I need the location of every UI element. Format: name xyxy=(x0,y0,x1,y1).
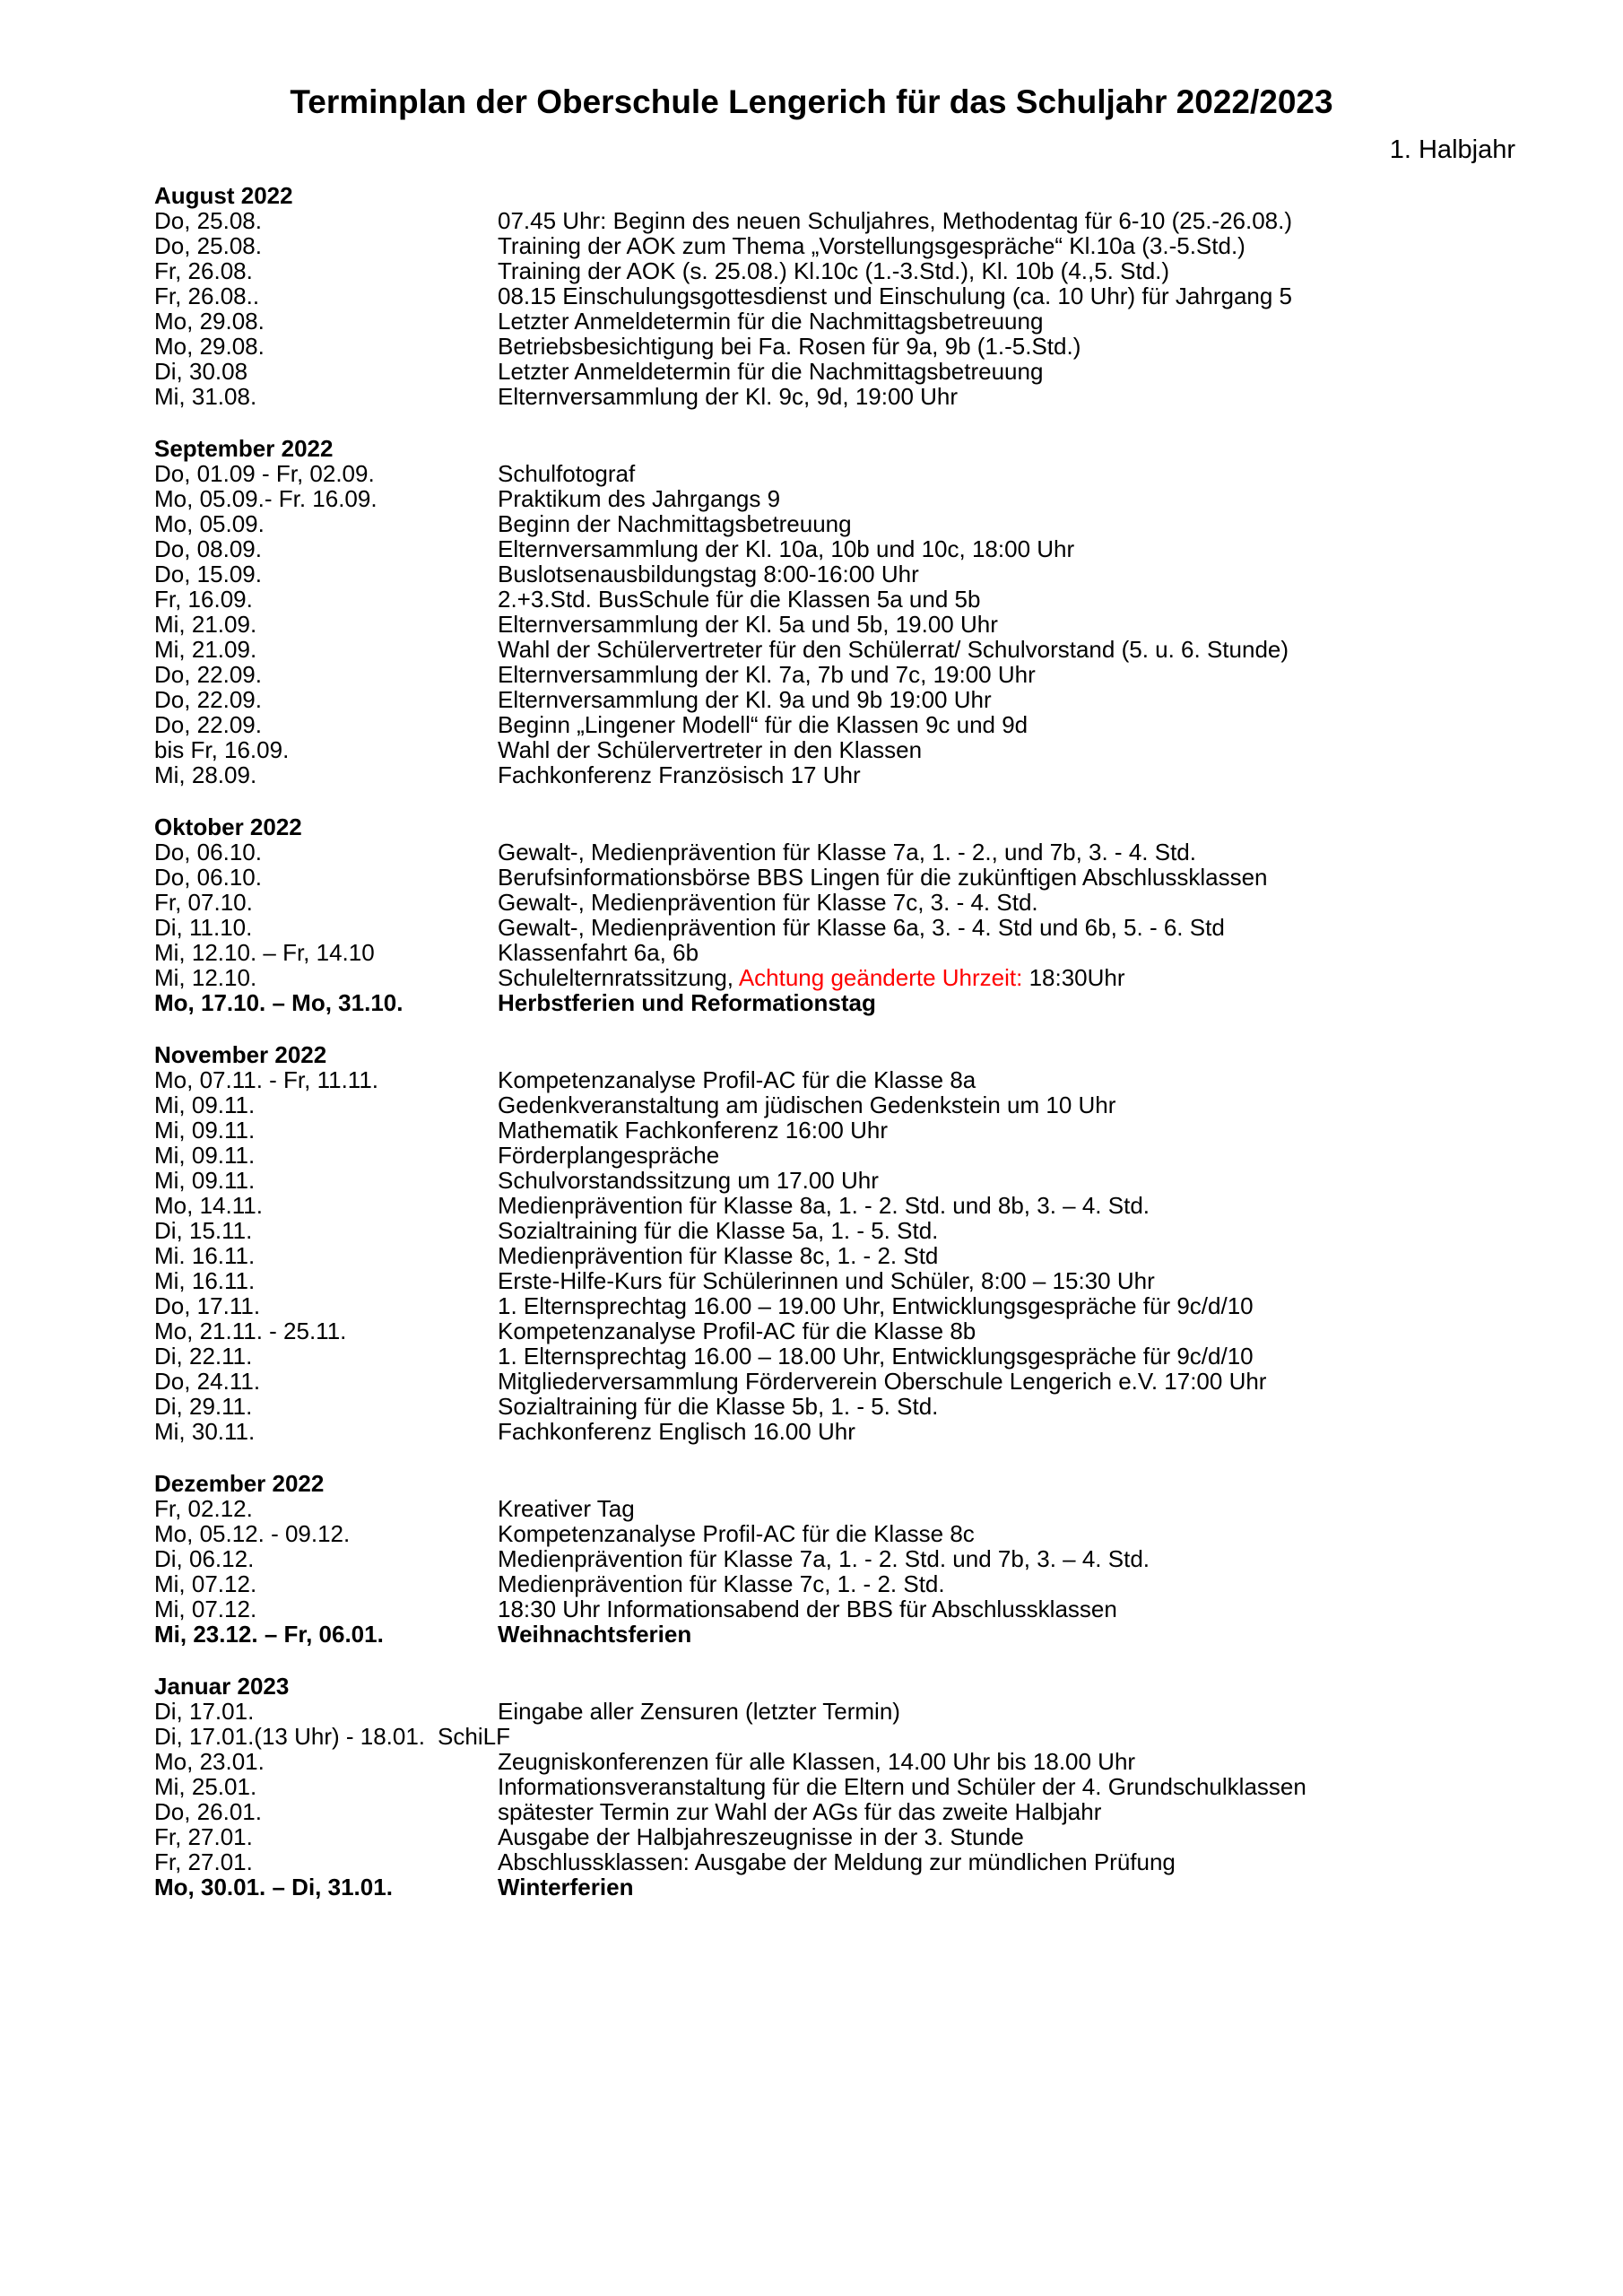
event-description: Gewalt-, Medienprävention für Klasse 6a, 3. - 4. Std und 6b, 5. - 6. Std xyxy=(498,914,1225,942)
event-description: Förderplangespräche xyxy=(498,1142,720,1170)
event-description: 1. Elternsprechtag 16.00 – 19.00 Uhr, Entwicklungsgespräche für 9c/d/10 xyxy=(498,1292,1254,1320)
schedule-row xyxy=(154,1774,1587,1799)
event-description: Beginn „Lingener Modell“ für die Klassen 9c und 9d xyxy=(498,711,1028,739)
event-date: Mo, 29.08. xyxy=(154,333,265,361)
event-description: 1. Elternsprechtag 16.00 – 18.00 Uhr, Entwicklungsgespräche für 9c/d/10 xyxy=(498,1343,1254,1370)
schedule-row xyxy=(154,1571,1587,1596)
event-date: Mi, 21.09. xyxy=(154,611,257,639)
schedule-list xyxy=(0,183,1623,1900)
event-description: Eingabe aller Zensuren (letzter Termin) xyxy=(498,1698,900,1726)
event-description: Medienprävention für Klasse 8a, 1. - 2. Std. und 8b, 3. – 4. Std. xyxy=(498,1192,1150,1220)
schedule-row xyxy=(154,712,1587,737)
event-date: Mi, 12.10. xyxy=(154,964,257,992)
event-date: Fr, 26.08. xyxy=(154,257,253,285)
event-description: Schulvorstandssitzung um 17.00 Uhr xyxy=(498,1167,879,1195)
event-date: Mi, 28.09. xyxy=(154,761,257,789)
event-date: Mi, 25.01. xyxy=(154,1773,257,1801)
event-description: Kompetenzanalyse Profil-AC für die Klasse 8b xyxy=(498,1318,976,1345)
schedule-row xyxy=(154,561,1587,587)
event-date: Mi, 12.10. – Fr, 14.10 xyxy=(154,939,375,967)
event-description: spätester Termin zur Wahl der AGs für das zweite Halbjahr xyxy=(498,1798,1102,1826)
event-description: Elternversammlung der Kl. 7a, 7b und 7c, 19:00 Uhr xyxy=(498,661,1036,689)
schedule-row xyxy=(154,1546,1587,1571)
event-date: Mo, 29.08. xyxy=(154,308,265,335)
event-date: Di, 15.11. xyxy=(154,1217,253,1245)
schedule-row xyxy=(154,486,1587,511)
schedule-row xyxy=(154,1218,1587,1243)
schedule-row xyxy=(154,612,1587,637)
event-date: Do, 22.09. xyxy=(154,686,262,714)
event-description: Kompetenzanalyse Profil-AC für die Klasse 8c xyxy=(498,1520,975,1548)
schedule-row xyxy=(154,1849,1587,1874)
event-description: Zeugniskonferenzen für alle Klassen, 14.00 Uhr bis 18.00 Uhr xyxy=(498,1748,1136,1776)
schedule-row xyxy=(154,283,1587,309)
event-date: Mo, 30.01. – Di, 31.01. xyxy=(154,1874,393,1901)
schedule-row xyxy=(154,1799,1587,1824)
event-date: Mo, 05.09.- Fr. 16.09. xyxy=(154,485,378,513)
schedule-row xyxy=(154,687,1587,712)
schedule-row xyxy=(154,536,1587,561)
schedule-row xyxy=(154,637,1587,662)
event-date: Do, 24.11. xyxy=(154,1368,261,1396)
event-date: Mi, 23.12. – Fr, 06.01. xyxy=(154,1621,384,1648)
event-date: Do, 22.09. xyxy=(154,661,262,689)
event-description: Beginn der Nachmittagsbetreuung xyxy=(498,510,852,538)
schedule-row xyxy=(154,1496,1587,1521)
schedule-row xyxy=(154,511,1587,536)
schedule-row xyxy=(154,461,1587,486)
event-description: Praktikum des Jahrgangs 9 xyxy=(498,485,781,513)
event-description: Training der AOK zum Thema „Vorstellungsgespräche“ Kl.10a (3.-5.Std.) xyxy=(498,232,1245,260)
month-block xyxy=(154,1042,1587,1444)
event-date: Di, 11.10. xyxy=(154,914,253,942)
schedule-row xyxy=(154,839,1587,865)
event-date: Mo, 05.09. xyxy=(154,510,265,538)
schedule-row xyxy=(154,662,1587,687)
schedule-row xyxy=(154,1318,1587,1344)
event-date: Mo, 05.12. - 09.12. xyxy=(154,1520,351,1548)
event-date: Do, 25.08. xyxy=(154,207,262,235)
event-date: Di, 06.12. xyxy=(154,1545,255,1573)
schedule-row xyxy=(154,233,1587,258)
event-description: Abschlussklassen: Ausgabe der Meldung zur mündlichen Prüfung xyxy=(498,1848,1176,1876)
event-description: Kompetenzanalyse Profil-AC für die Klasse 8a xyxy=(498,1066,976,1094)
event-date: Fr, 16.09. xyxy=(154,586,253,613)
event-description: Gedenkveranstaltung am jüdischen Gedenkstein um 10 Uhr xyxy=(498,1091,1116,1119)
event-description-highlight: Achtung geänderte Uhrzeit: xyxy=(738,964,1023,992)
event-description: 18:30 Uhr Informationsabend der BBS für Abschlussklassen xyxy=(498,1596,1117,1623)
schedule-row xyxy=(154,1243,1587,1268)
event-date: Fr, 07.10. xyxy=(154,889,253,917)
event-description: Klassenfahrt 6a, 6b xyxy=(498,939,699,967)
schedule-row xyxy=(154,1344,1587,1369)
schedule-row xyxy=(154,1622,1587,1647)
event-description xyxy=(498,965,1587,990)
event-description: Wahl der Schülervertreter für den Schülerrat/ Schulvorstand (5. u. 6. Stunde) xyxy=(498,636,1289,664)
schedule-row xyxy=(154,890,1587,915)
event-date: Mo, 14.11. xyxy=(154,1192,263,1220)
event-description: Informationsveranstaltung für die Eltern und Schüler der 4. Grundschulklassen xyxy=(498,1773,1306,1801)
schedule-row xyxy=(154,258,1587,283)
schedule-row xyxy=(154,1118,1587,1143)
event-description: Ausgabe der Halbjahreszeugnisse in der 3. Stunde xyxy=(498,1823,1024,1851)
month-block xyxy=(154,1674,1587,1900)
event-description: Schulfotograf xyxy=(498,460,636,488)
event-description: Herbstferien und Reformationstag xyxy=(498,989,876,1017)
event-date: Do, 06.10. xyxy=(154,864,262,891)
schedule-row xyxy=(154,1143,1587,1168)
schedule-row xyxy=(154,384,1587,409)
event-date: Mo, 21.11. - 25.11. xyxy=(154,1318,347,1345)
schedule-row xyxy=(154,359,1587,384)
schedule-row xyxy=(154,940,1587,965)
schedule-row xyxy=(154,990,1587,1015)
month-heading: August 2022 xyxy=(154,182,293,210)
event-description: 07.45 Uhr: Beginn des neuen Schuljahres, Methodentag für 6-10 (25.-26.08.) xyxy=(498,207,1293,235)
schedule-row xyxy=(154,1874,1587,1900)
event-date: Mi, 31.08. xyxy=(154,383,257,411)
event-date: Mi, 30.11. xyxy=(154,1418,256,1446)
schedule-row xyxy=(154,334,1587,359)
event-date: Mi, 09.11. xyxy=(154,1117,256,1144)
month-block xyxy=(154,814,1587,1015)
event-description: Fachkonferenz Englisch 16.00 Uhr xyxy=(498,1418,855,1446)
event-date: bis Fr, 16.09. xyxy=(154,736,290,764)
schedule-row xyxy=(154,1067,1587,1092)
schedule-row xyxy=(154,1193,1587,1218)
schedule-row xyxy=(154,1369,1587,1394)
event-description: Sozialtraining für die Klasse 5a, 1. - 5. Std. xyxy=(498,1217,939,1245)
event-description: Gewalt-, Medienprävention für Klasse 7a, 1. - 2., und 7b, 3. - 4. Std. xyxy=(498,839,1196,866)
schedule-row xyxy=(154,1293,1587,1318)
event-date: Do, 17.11. xyxy=(154,1292,261,1320)
schedule-row xyxy=(154,1268,1587,1293)
event-description: Mathematik Fachkonferenz 16:00 Uhr xyxy=(498,1117,888,1144)
schedule-row xyxy=(154,915,1587,940)
event-description: 2.+3.Std. BusSchule für die Klassen 5a und 5b xyxy=(498,586,981,613)
month-block xyxy=(154,1471,1587,1647)
event-date: Do, 25.08. xyxy=(154,232,262,260)
month-block xyxy=(154,183,1587,409)
event-date: Do, 15.09. xyxy=(154,561,262,588)
event-description: Medienprävention für Klasse 7c, 1. - 2. Std. xyxy=(498,1570,945,1598)
schedule-row xyxy=(154,1596,1587,1622)
month-block xyxy=(154,436,1587,787)
event-description: Winterferien xyxy=(498,1874,634,1901)
event-date: Mi, 09.11. xyxy=(154,1167,256,1195)
event-description: Mitgliederversammlung Förderverein Oberschule Lengerich e.V. 17:00 Uhr xyxy=(498,1368,1267,1396)
schedule-row xyxy=(154,1092,1587,1118)
schedule-row xyxy=(154,1521,1587,1546)
event-date: Mi, 09.11. xyxy=(154,1091,256,1119)
event-date: Mi, 09.11. xyxy=(154,1142,256,1170)
event-date: Fr, 26.08.. xyxy=(154,283,260,310)
schedule-row xyxy=(154,309,1587,334)
event-description: Berufsinformationsbörse BBS Lingen für die zukünftigen Abschlussklassen xyxy=(498,864,1268,891)
event-description: Buslotsenausbildungstag 8:00-16:00 Uhr xyxy=(498,561,919,588)
schedule-row xyxy=(154,1724,1587,1749)
schedule-row xyxy=(154,865,1587,890)
event-description: Gewalt-, Medienprävention für Klasse 7c, 3. - 4. Std. xyxy=(498,889,1038,917)
event-date: Fr, 02.12. xyxy=(154,1495,253,1523)
event-date: Mi, 07.12. xyxy=(154,1596,257,1623)
month-heading: Dezember 2022 xyxy=(154,1470,325,1498)
event-date: Fr, 27.01. xyxy=(154,1848,253,1876)
schedule-row xyxy=(154,587,1587,612)
event-description-text: 18:30Uhr xyxy=(1022,964,1125,992)
event-description: Kreativer Tag xyxy=(498,1495,635,1523)
month-heading: September 2022 xyxy=(154,435,334,463)
schedule-row xyxy=(154,1168,1587,1193)
event-date: Do, 08.09. xyxy=(154,535,262,563)
month-heading: Januar 2023 xyxy=(154,1673,290,1700)
event-description: Medienprävention für Klasse 8c, 1. - 2. Std xyxy=(498,1242,939,1270)
event-date: Mi, 16.11. xyxy=(154,1267,256,1295)
event-description: Elternversammlung der Kl. 5a und 5b, 19.00 Uhr xyxy=(498,611,998,639)
schedule-row xyxy=(154,737,1587,762)
schedule-row xyxy=(154,1394,1587,1419)
schedule-row xyxy=(154,762,1587,787)
event-date: Di, 17.01. xyxy=(154,1698,255,1726)
event-date: Do, 22.09. xyxy=(154,711,262,739)
event-date: Di, 17.01.(13 Uhr) - 18.01. xyxy=(154,1723,426,1751)
event-description: Medienprävention für Klasse 7a, 1. - 2. Std. und 7b, 3. – 4. Std. xyxy=(498,1545,1150,1573)
schedule-row xyxy=(154,1419,1587,1444)
page-subtitle: 1. Halbjahr xyxy=(1389,135,1515,164)
event-date: Do, 01.09 - Fr, 02.09. xyxy=(154,460,375,488)
event-date: Mo, 17.10. – Mo, 31.10. xyxy=(154,989,404,1017)
event-date: Di, 22.11. xyxy=(154,1343,253,1370)
schedule-row xyxy=(154,208,1587,233)
event-description: SchiLF xyxy=(438,1723,510,1751)
event-description: Letzter Anmeldetermin für die Nachmittagsbetreuung xyxy=(498,308,1044,335)
event-description: Elternversammlung der Kl. 9c, 9d, 19:00 Uhr xyxy=(498,383,959,411)
month-heading: Oktober 2022 xyxy=(154,813,302,841)
event-description-text: Schulelternratssitzung, xyxy=(498,964,739,992)
event-date: Mi. 16.11. xyxy=(154,1242,256,1270)
schedule-row xyxy=(154,1749,1587,1774)
event-description: Elternversammlung der Kl. 9a und 9b 19:00 Uhr xyxy=(498,686,992,714)
event-date: Fr, 27.01. xyxy=(154,1823,253,1851)
event-date: Mi, 21.09. xyxy=(154,636,257,664)
schedule-row xyxy=(154,1824,1587,1849)
event-description: Sozialtraining für die Klasse 5b, 1. - 5. Std. xyxy=(498,1393,939,1421)
schedule-row xyxy=(154,965,1587,990)
event-description: Erste-Hilfe-Kurs für Schülerinnen und Schüler, 8:00 – 15:30 Uhr xyxy=(498,1267,1155,1295)
event-description: Wahl der Schülervertreter in den Klassen xyxy=(498,736,923,764)
event-description: 08.15 Einschulungsgottesdienst und Einschulung (ca. 10 Uhr) für Jahrgang 5 xyxy=(498,283,1293,310)
event-description: Fachkonferenz Französisch 17 Uhr xyxy=(498,761,861,789)
event-description: Training der AOK (s. 25.08.) Kl.10c (1.-3.Std.), Kl. 10b (4.,5. Std.) xyxy=(498,257,1170,285)
month-heading: November 2022 xyxy=(154,1041,327,1069)
event-date: Do, 06.10. xyxy=(154,839,262,866)
event-date: Mo, 07.11. - Fr, 11.11. xyxy=(154,1066,379,1094)
event-date: Do, 26.01. xyxy=(154,1798,262,1826)
event-description: Letzter Anmeldetermin für die Nachmittagsbetreuung xyxy=(498,358,1044,386)
event-description: Elternversammlung der Kl. 10a, 10b und 10c, 18:00 Uhr xyxy=(498,535,1075,563)
schedule-row xyxy=(154,1699,1587,1724)
page-title: Terminplan der Oberschule Lengerich für das Schuljahr 2022/2023 xyxy=(290,83,1333,120)
event-date: Di, 29.11. xyxy=(154,1393,253,1421)
event-date: Mo, 23.01. xyxy=(154,1748,265,1776)
event-date: Di, 30.08 xyxy=(154,358,248,386)
event-description: Betriebsbesichtigung bei Fa. Rosen für 9a, 9b (1.-5.Std.) xyxy=(498,333,1081,361)
event-date: Mi, 07.12. xyxy=(154,1570,257,1598)
event-description: Weihnachtsferien xyxy=(498,1621,692,1648)
